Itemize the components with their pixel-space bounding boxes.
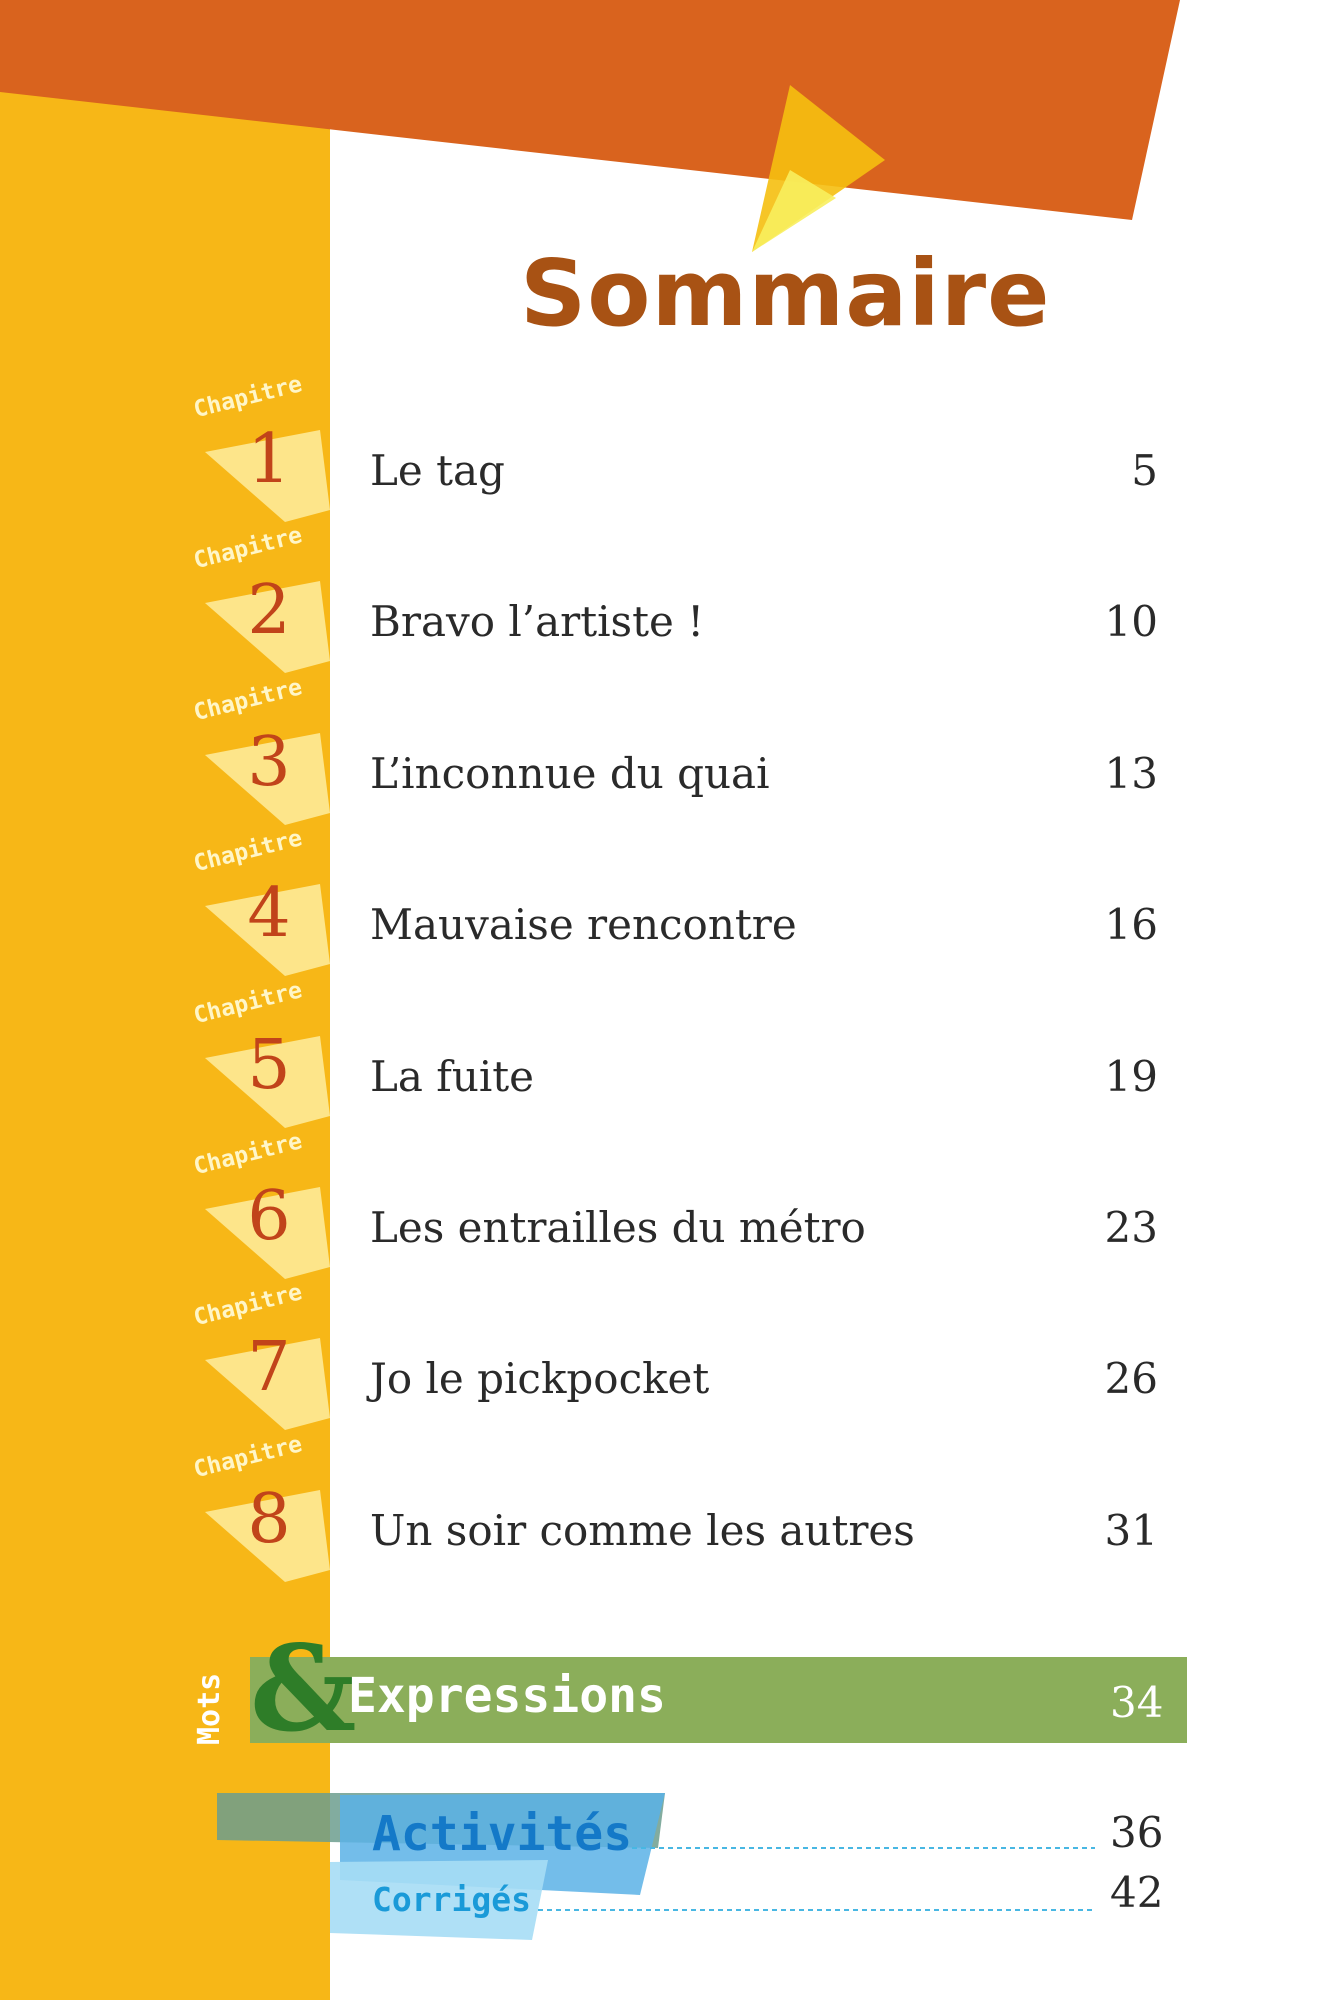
chapter-word: Chapitre	[191, 825, 305, 878]
chapter-page-number: 5	[1131, 446, 1158, 495]
corriges-label[interactable]: Corrigés	[372, 1880, 531, 1919]
chapter-page-number: 16	[1104, 900, 1158, 949]
activites-label[interactable]: Activités	[372, 1806, 633, 1862]
expressions-label[interactable]: Expressions	[348, 1668, 666, 1724]
chapter-word: Chapitre	[191, 674, 305, 727]
chapter-title-link[interactable]: Jo le pickpocket	[370, 1354, 710, 1403]
chapter-title-link[interactable]: Un soir comme les autres	[370, 1506, 915, 1555]
activites-page-number: 36	[1110, 1808, 1164, 1857]
expressions-page-number: 34	[1110, 1678, 1164, 1727]
chapter-word: Chapitre	[191, 1279, 305, 1332]
chapter-word: Chapitre	[191, 371, 305, 424]
chapter-title-link[interactable]: Bravo l’artiste !	[370, 597, 705, 646]
chapter-number: 1	[247, 420, 291, 499]
chapter-number: 2	[247, 571, 291, 650]
chapter-page-number: 31	[1104, 1506, 1158, 1555]
chapter-number: 4	[247, 874, 291, 953]
chapter-page-number: 10	[1104, 597, 1158, 646]
page-title: Sommaire	[520, 240, 1051, 347]
chapter-title-link[interactable]: Mauvaise rencontre	[370, 900, 797, 949]
chapter-title-link[interactable]: L’inconnue du quai	[370, 749, 770, 798]
mots-label: Mots	[192, 1672, 227, 1745]
chapter-title-link[interactable]: Le tag	[370, 446, 505, 495]
chapter-number: 3	[247, 723, 291, 802]
chapter-number: 6	[247, 1177, 291, 1256]
corriges-page-number: 42	[1110, 1868, 1164, 1917]
chapter-page-number: 26	[1104, 1354, 1158, 1403]
chapter-number: 7	[247, 1328, 291, 1407]
chapter-word: Chapitre	[191, 1431, 305, 1484]
chapter-page-number: 13	[1104, 749, 1158, 798]
chapter-number: 5	[247, 1026, 291, 1105]
ampersand-glyph: &	[250, 1619, 357, 1758]
chapter-title-link[interactable]: La fuite	[370, 1052, 535, 1101]
chapter-word: Chapitre	[191, 1128, 305, 1181]
chapter-page-number: 19	[1104, 1052, 1158, 1101]
chapter-number: 8	[247, 1480, 291, 1559]
chapter-word: Chapitre	[191, 522, 305, 575]
chapter-word: Chapitre	[191, 977, 305, 1030]
chapter-title-link[interactable]: Les entrailles du métro	[370, 1203, 866, 1252]
chapter-page-number: 23	[1104, 1203, 1158, 1252]
